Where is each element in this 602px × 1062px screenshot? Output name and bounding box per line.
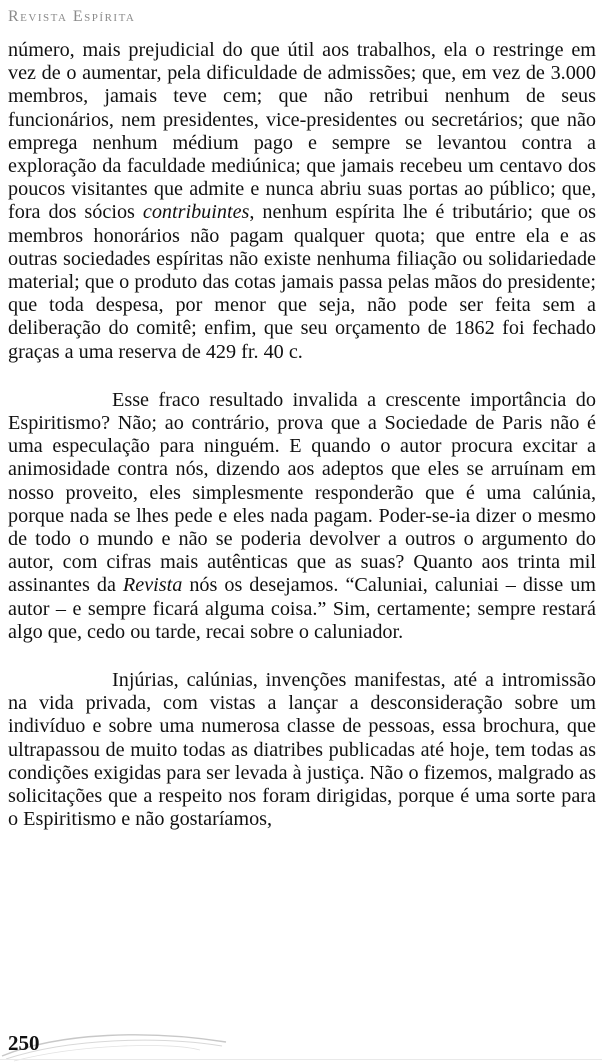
footer-rule bbox=[0, 1059, 602, 1060]
italic-text-run: contribuintes bbox=[142, 201, 250, 224]
paragraph bbox=[8, 669, 596, 831]
paragraph bbox=[8, 389, 596, 644]
italic-text-run: Revista bbox=[122, 574, 183, 597]
text-run: Esse fraco resultado invalida a crescente importância do Espiritismo? Não; ao contrário, prova que a Sociedade de Paris não é uma especulação para ninguém. E quando o autor procura excitar a animosidade contra nós, dizendo aos adeptos que eles se arruínam em nosso proveito, eles simplesmente responderão que é uma calúnia, porque nada se lhes pede e eles nada pagam. Poder-se-ia dizer o mesmo de todo o mundo e não se poderia devolver a outros o argumento do autor, com cifras mais autênticas que as suas? Quanto aos trinta mil assinantes da bbox=[8, 388, 596, 597]
running-head-title: Revista Espírita bbox=[8, 8, 136, 25]
text-run: nós os desejamos. “Caluniai, caluniai – disse um autor – e sempre ficará alguma coisa.” Sim, certamente; sempre restará algo que, cedo ou tarde, recai sobre o caluniador. bbox=[8, 574, 596, 643]
text-run: número, mais prejudicial do que útil aos trabalhos, ela o restringe em vez de o aumentar, pela dificuldade de admissões; que, em vez de 3.000 membros, jamais teve cem; que não retribui nenhum de seus funcionários, nem presidentes, vice-presidentes ou secretários; que não emprega nenhum médium pago e sempre se levantou contra a exploração da faculdade mediúnica; que jamais recebeu um centavo dos poucos visitantes que admite e nunca abriu suas portas ao público; que, fora dos sócios bbox=[8, 39, 596, 224]
text-run: , nenhum espírita lhe é tributário; que os membros honorários não pagam qualquer quota; que entre ela e as outras sociedades espíritas não existe nenhuma filiação ou solidariedade material; que o produto das cotas jamais passa pelas mãos do presidente; que toda despesa, por menor que seja, não pode ser feita sem a deliberação do comitê; enfim, que seu orçamento de 1862 foi fechado graças a uma reserva de 429 fr. 40 c. bbox=[8, 201, 596, 363]
page-number: 250 bbox=[8, 1031, 40, 1055]
paragraph bbox=[8, 39, 596, 364]
body-text bbox=[8, 39, 596, 832]
text-run: Injúrias, calúnias, invenções manifestas, até a intromissão na vida privada, com vistas a lançar a desconsideração sobre um indivíduo e sobre uma numerosa classe de pessoas, essa brochura, que ultrapassou de muito todas as diatribes publicadas até hoje, tem todas as condições exigidas para ser levada à justiça. Não o fizemos, malgrado as solicitações que a respeito nos foram dirigidas, porque é uma sorte para o Espiritismo e não gostaríamos, bbox=[8, 669, 596, 831]
